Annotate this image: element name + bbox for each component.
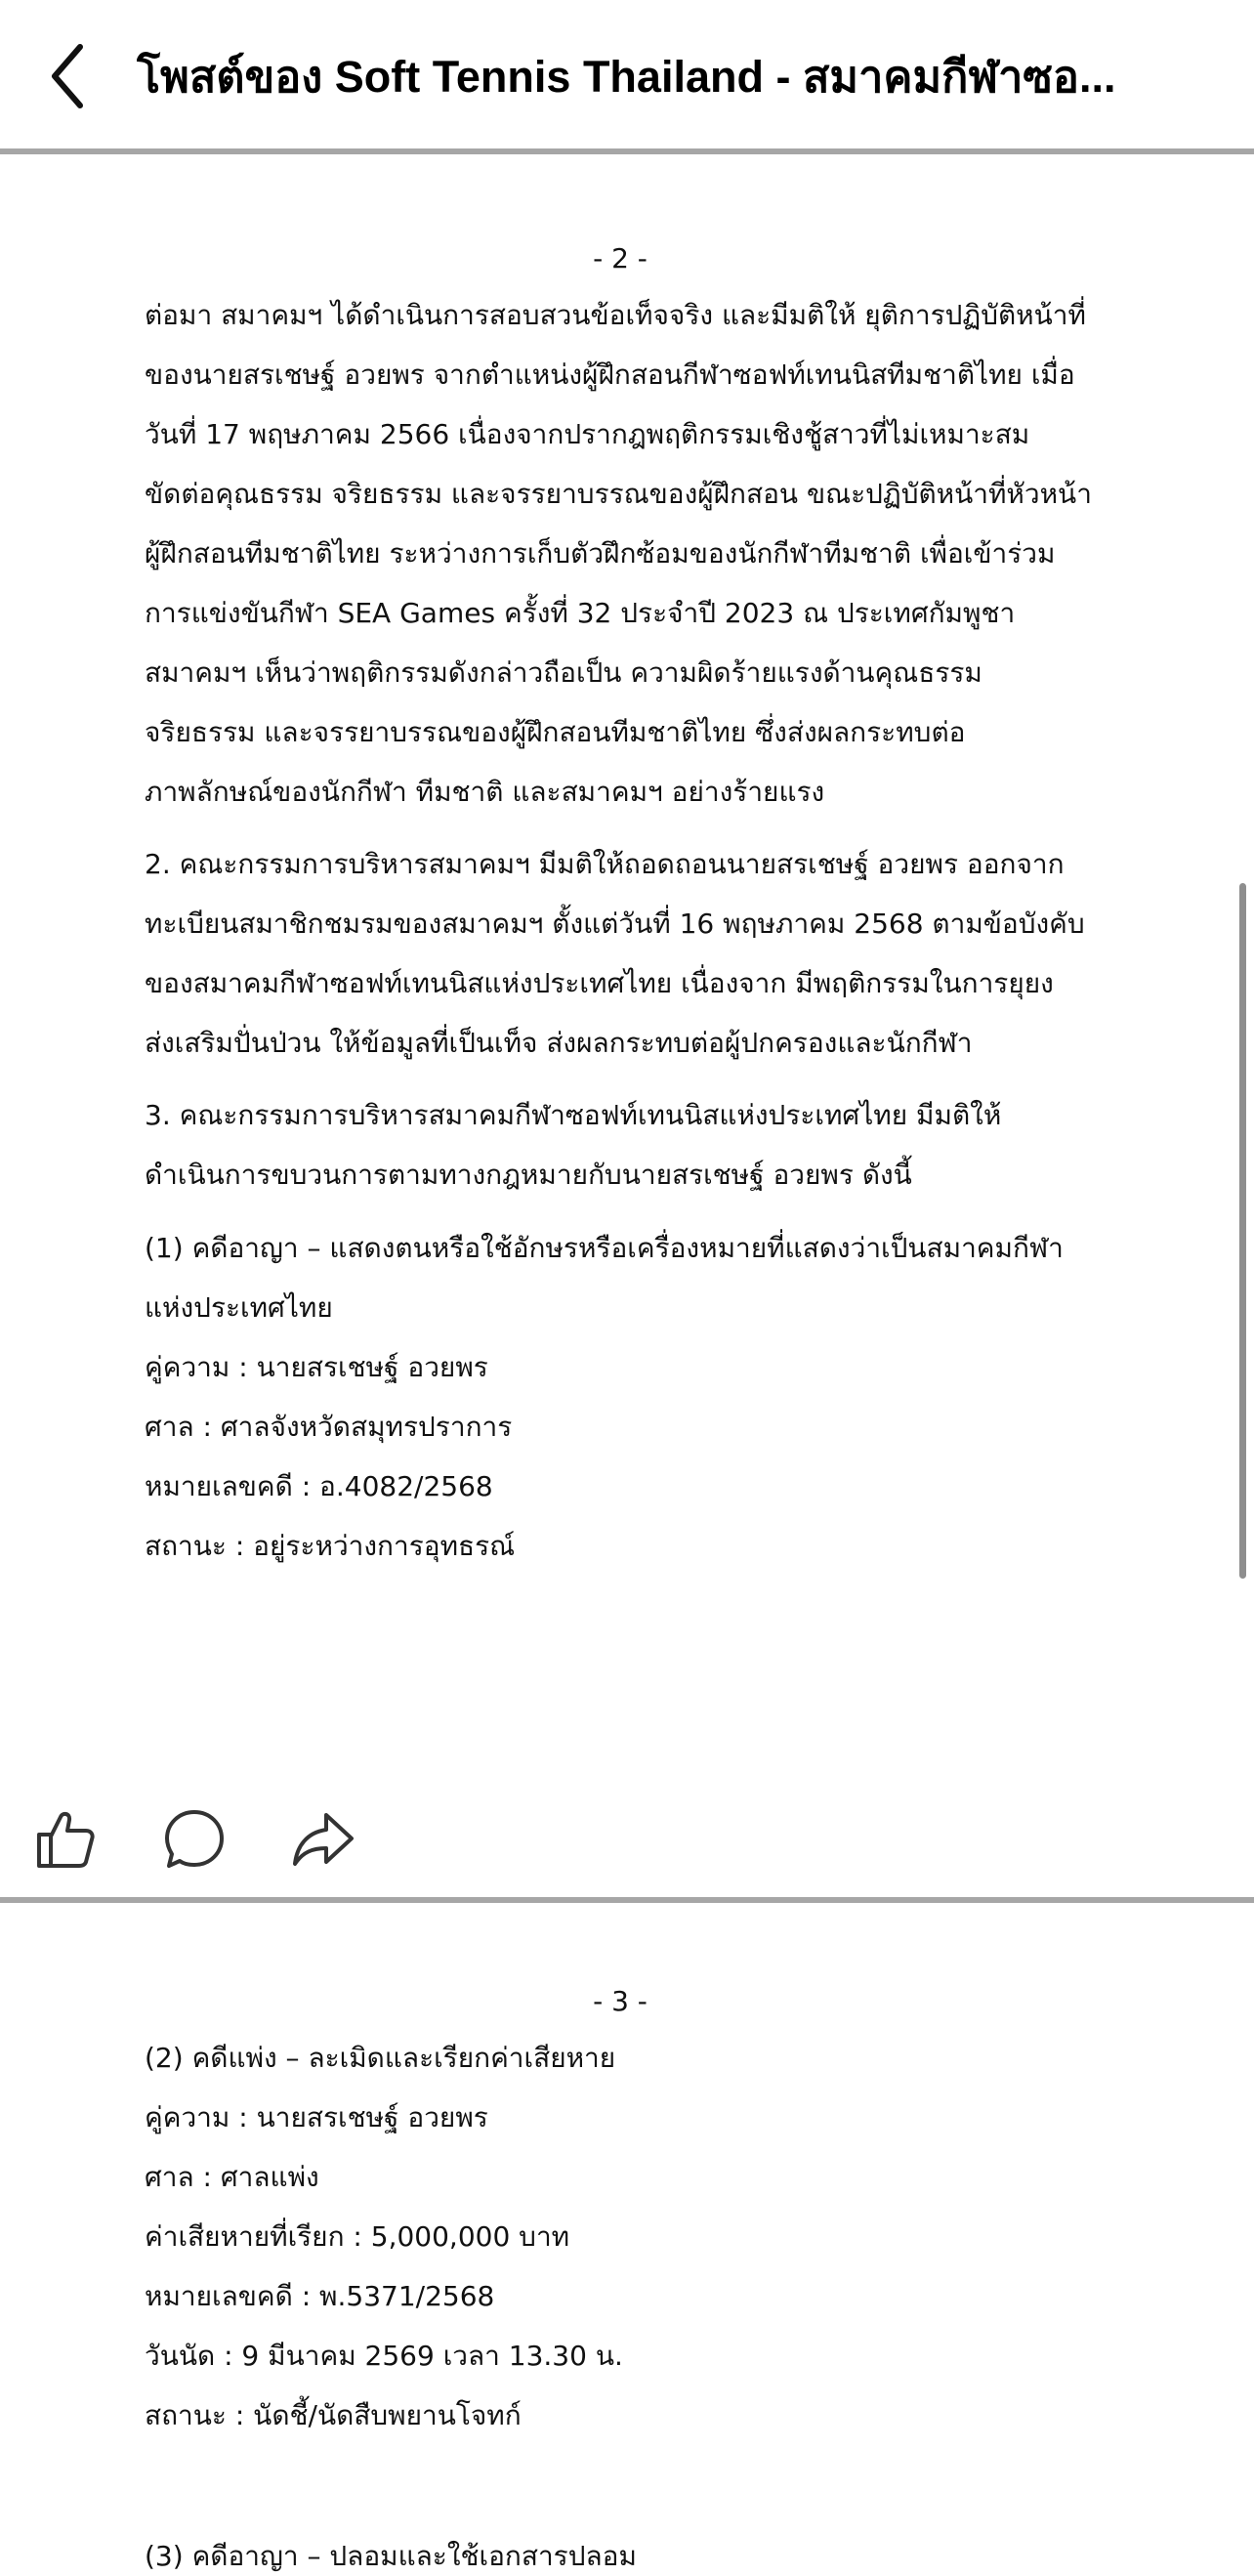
doc-line: ศาล : ศาลแพ่ง bbox=[145, 2161, 319, 2193]
post-actions-bar bbox=[0, 1776, 1254, 1903]
doc-line: ขัดต่อคุณธรรม จริยธรรม และจรรยาบรรณของผู้ฝึกสอน ขณะปฏิบัติหน้าที่หัวหน้า bbox=[145, 478, 1092, 510]
doc-line: วันนัด : 9 มีนาคม 2569 เวลา 13.30 น. bbox=[145, 2340, 623, 2372]
page-number: - 2 - bbox=[593, 242, 648, 274]
doc-line: (1) คดีอาญา – แสดงตนหรือใช้อักษรหรือเครื่องหมายที่แสดงว่าเป็นสมาคมกีฬา bbox=[145, 1232, 1064, 1264]
doc-line: ศาล : ศาลจังหวัดสมุทรปราการ bbox=[145, 1411, 513, 1443]
doc-line: หมายเลขคดี : พ.5371/2568 bbox=[145, 2280, 495, 2312]
doc-line: 3. คณะกรรมการบริหารสมาคมกีฬาซอฟท์เทนนิสแห่งประเทศไทย มีมติให้ bbox=[145, 1099, 1002, 1131]
doc-line: ทะเบียนสมาชิกชมรมของสมาคมฯ ตั้งแต่วันที่ 16 พฤษภาคม 2568 ตามข้อบังคับ bbox=[145, 908, 1085, 940]
comment-button[interactable] bbox=[160, 1805, 229, 1874]
doc-line: คู่ความ : นายสรเชษฐ์ อวยพร bbox=[145, 2101, 488, 2133]
doc-line: คู่ความ : นายสรเชษฐ์ อวยพร bbox=[145, 1351, 488, 1383]
share-button[interactable] bbox=[289, 1805, 357, 1874]
doc-line: ภาพลักษณ์ของนักกีฬา ทีมชาติ และสมาคมฯ อย่างร้ายแรง bbox=[145, 776, 825, 808]
doc-line: ของนายสรเชษฐ์ อวยพร จากตำแหน่งผู้ฝึกสอนกีฬาซอฟท์เทนนิสทีมชาติไทย เมื่อ bbox=[145, 359, 1075, 391]
doc-line: ผู้ฝึกสอนทีมชาติไทย ระหว่างการเก็บตัวฝึกซ้อมของนักกีฬาทีมชาติ เพื่อเข้าร่วม bbox=[145, 537, 1056, 570]
doc-line: ส่งเสริมปั่นป่วน ให้ข้อมูลที่เป็นเท็จ ส่งผลกระทบต่อผู้ปกครองและนักกีฬา bbox=[145, 1027, 973, 1059]
doc-line: จริยธรรม และจรรยาบรรณของผู้ฝึกสอนทีมชาติไทย ซึ่งส่งผลกระทบต่อ bbox=[145, 716, 966, 748]
doc-line: แห่งประเทศไทย bbox=[145, 1291, 333, 1324]
like-button[interactable] bbox=[31, 1805, 100, 1874]
doc-line: ของสมาคมกีฬาซอฟท์เทนนิสแห่งประเทศไทย เนื่องจาก มีพฤติกรรมในการยุยง bbox=[145, 967, 1054, 999]
top-bar bbox=[0, 0, 1254, 154]
doc-line: 2. คณะกรรมการบริหารสมาคมฯ มีมติให้ถอดถอนนายสรเชษฐ์ อวยพร ออกจาก bbox=[145, 848, 1065, 880]
doc-line: สถานะ : นัดชี้/นัดสืบพยานโจทก์ bbox=[145, 2399, 522, 2431]
thumbs-up-icon bbox=[31, 1805, 100, 1874]
doc-line: (3) คดีอาญา – ปลอมและใช้เอกสารปลอม bbox=[145, 2540, 637, 2572]
document-page-3[interactable] bbox=[0, 1903, 1254, 2576]
doc-line: สมาคมฯ เห็นว่าพฤติกรรมดังกล่าวถือเป็น ความผิดร้ายแรงด้านคุณธรรม bbox=[145, 656, 982, 689]
post-title: โพสต์ของ Soft Tennis Thailand - สมาคมกีฬาซอ... bbox=[137, 52, 1116, 102]
comment-bubble-icon bbox=[160, 1805, 229, 1874]
doc-line: วันที่ 17 พฤษภาคม 2566 เนื่องจากปรากฎพฤติกรรมเชิงชู้สาวที่ไม่เหมาะสม bbox=[145, 418, 1030, 450]
doc-line: การแข่งขันกีฬา SEA Games ครั้งที่ 32 ประจำปี 2023 ณ ประเทศกัมพูชา bbox=[145, 597, 1016, 629]
doc-line: สถานะ : อยู่ระหว่างการอุทธรณ์ bbox=[145, 1530, 516, 1562]
doc-line: ดำเนินการขบวนการตามทางกฎหมายกับนายสรเชษฐ์ อวยพร ดังนี้ bbox=[145, 1159, 912, 1191]
scrollbar[interactable] bbox=[1239, 883, 1246, 1579]
page-number: - 3 - bbox=[593, 1985, 648, 2017]
share-arrow-icon bbox=[289, 1805, 357, 1874]
doc-line: ต่อมา สมาคมฯ ได้ดำเนินการสอบสวนข้อเท็จจริง และมีมติให้ ยุติการปฏิบัติหน้าที่ bbox=[145, 299, 1086, 331]
chevron-left-icon bbox=[41, 37, 104, 115]
document-page-2[interactable] bbox=[0, 154, 1254, 1776]
back-button[interactable] bbox=[41, 37, 104, 115]
doc-line: ค่าเสียหายที่เรียก : 5,000,000 บาท bbox=[145, 2220, 570, 2253]
doc-line: (2) คดีแพ่ง – ละเมิดและเรียกค่าเสียหาย bbox=[145, 2042, 616, 2074]
doc-line: หมายเลขคดี : อ.4082/2568 bbox=[145, 1470, 493, 1502]
